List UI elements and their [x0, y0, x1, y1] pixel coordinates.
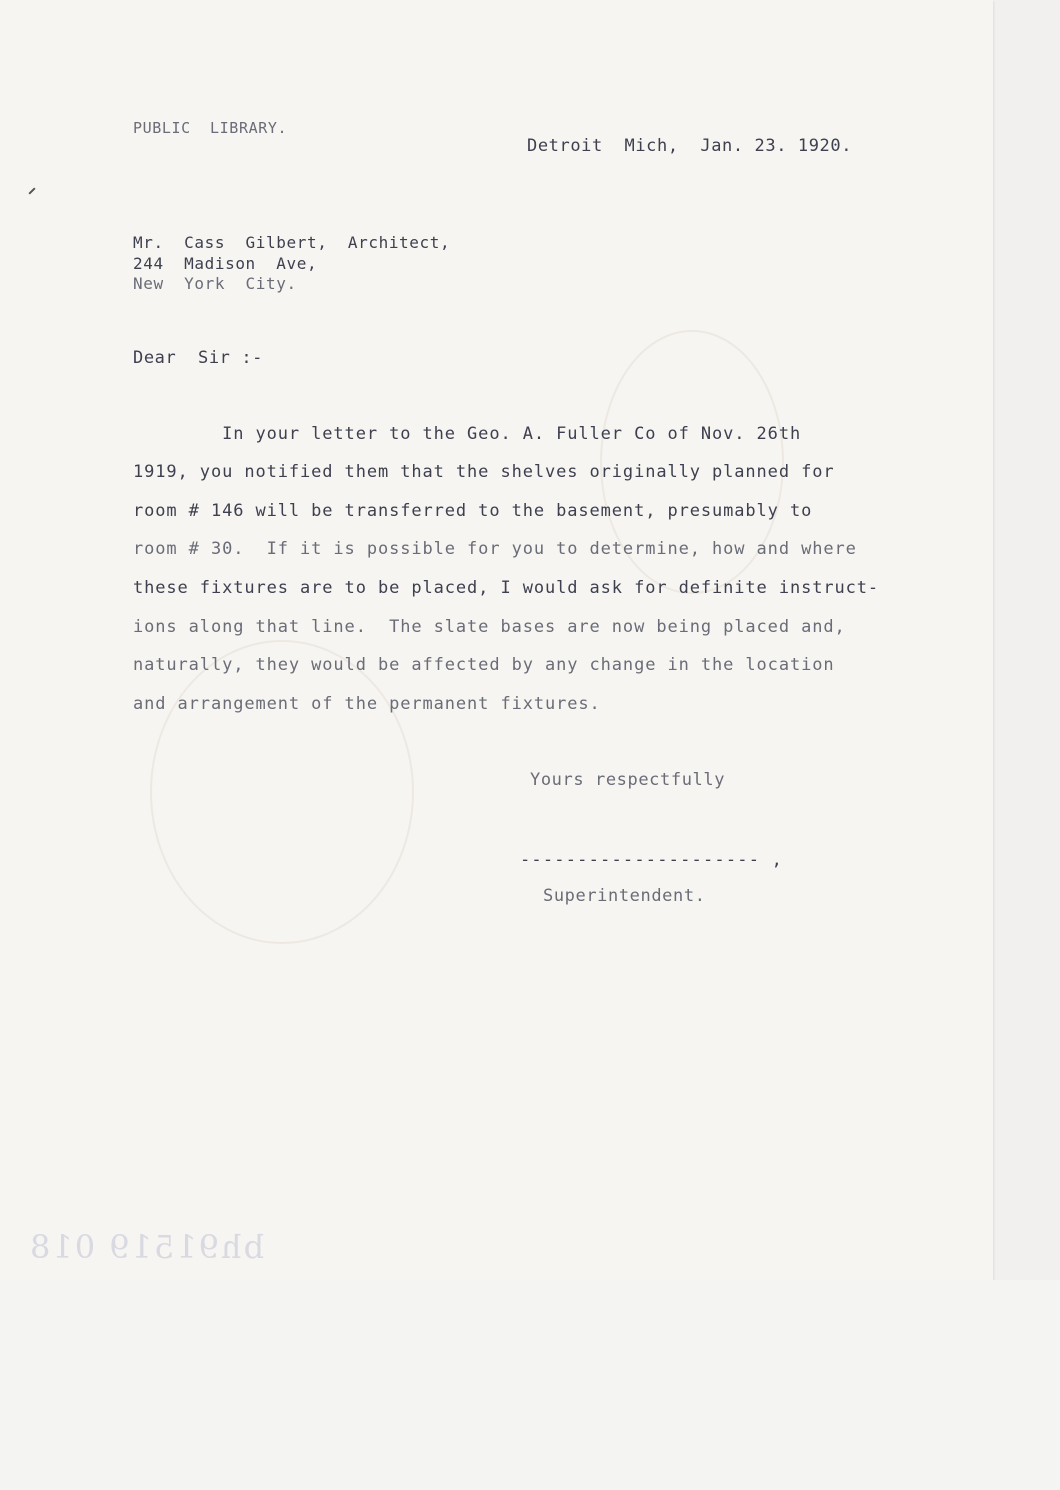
salutation: Dear Sir :- [133, 348, 264, 368]
closing: Yours respectfully [530, 770, 726, 790]
pen-mark [28, 187, 35, 194]
recipient-line: 244 Madison Ave, [133, 254, 318, 273]
body-line: In your letter to the Geo. A. Fuller Co of Nov. 26th [133, 424, 802, 444]
paper-stain [150, 640, 414, 944]
signer-title: Superintendent. [543, 886, 706, 906]
archive-mark: bh91519 018 [28, 1228, 265, 1266]
body-line: room # 30. If it is possible for you to determine, how and where [133, 539, 857, 559]
recipient-line: New York City. [133, 274, 297, 293]
body-line: room # 146 will be transferred to the basement, presumably to [133, 501, 813, 521]
dateline: Detroit Mich, Jan. 23. 1920. [527, 136, 853, 156]
body-line: naturally, they would be affected by any change in the location [133, 655, 835, 675]
background [0, 1280, 1060, 1490]
signature-line: --------------------- , [520, 850, 784, 870]
body-line: ions along that line. The slate bases are now being placed and, [133, 617, 846, 637]
body-line: these fixtures are to be placed, I would ask for definite instruct- [133, 578, 880, 598]
body-line: and arrangement of the permanent fixtures. [133, 694, 601, 714]
recipient-line: Mr. Cass Gilbert, Architect, [133, 233, 451, 252]
body-line: 1919, you notified them that the shelves originally planned for [133, 462, 835, 482]
letterhead: PUBLIC LIBRARY. [133, 119, 288, 137]
